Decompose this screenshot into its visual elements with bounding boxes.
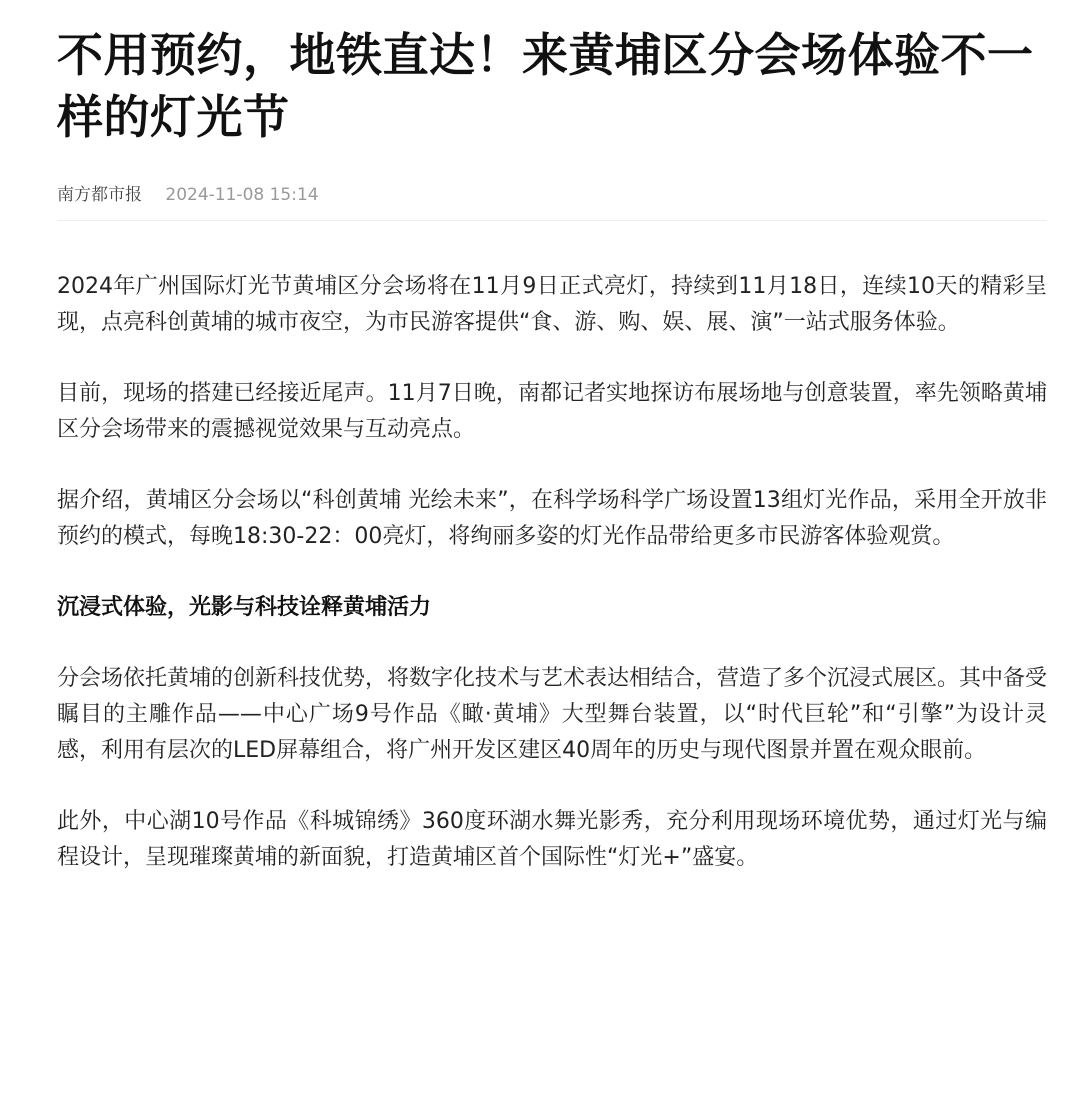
paragraph-2: 目前，现场的搭建已经接近尾声。11月7日晚，南都记者实地探访布展场地与创意装置，率先领略黄埔区分会场带来的震撼视觉效果与互动亮点。 (57, 381, 1047, 442)
paragraph-3: 据介绍，黄埔区分会场以“科创黄埔 光绘未来”，在科学场科学广场设置13组灯光作品，采用全开放非预约的模式，每晚18:30-22：00亮灯，将绚丽多姿的灯光作品带给更多市民游客体验观赏。 (57, 488, 1047, 549)
article-title: 不用预约，地铁直达！来黄埔区分会场体验不一样的灯光节 (57, 28, 1034, 144)
article (57, 0, 1047, 911)
paragraph-4: 分会场依托黄埔的创新科技优势，将数字化技术与艺术表达相结合，营造了多个沉浸式展区。其中备受瞩目的主雕作品——中心广场9号作品《瞰·黄埔》大型舞台装置，以“时代巨轮”和“引擎”为设计灵感，利用有层次的LED屏幕组合，将广州开发区建区40周年的历史与现代图景并置在观众眼前。 (57, 666, 1048, 763)
article-time: 2024-11-08 15:14 (165, 185, 319, 205)
meta-divider (57, 220, 1047, 221)
article-body (57, 269, 1047, 876)
article-source[interactable]: 南方都市报 (57, 185, 142, 205)
paragraph-5: 此外，中心湖10号作品《科城锦绣》360度环湖水舞光影秀，充分利用现场环境优势，通过灯光与编程设计，呈现璀璨黄埔的新面貌，打造黄埔区首个国际性“灯光+”盛宴。 (57, 809, 1047, 870)
paragraph-1: 2024年广州国际灯光节黄埔区分会场将在11月9日正式亮灯，持续到11月18日，连续10天的精彩呈现，点亮科创黄埔的城市夜空，为市民游客提供“食、游、购、娱、展、演”一站式服务体验。 (57, 274, 1047, 335)
article-meta (57, 183, 1047, 207)
section-heading: 沉浸式体验，光影与科技诠释黄埔活力 (57, 595, 432, 620)
